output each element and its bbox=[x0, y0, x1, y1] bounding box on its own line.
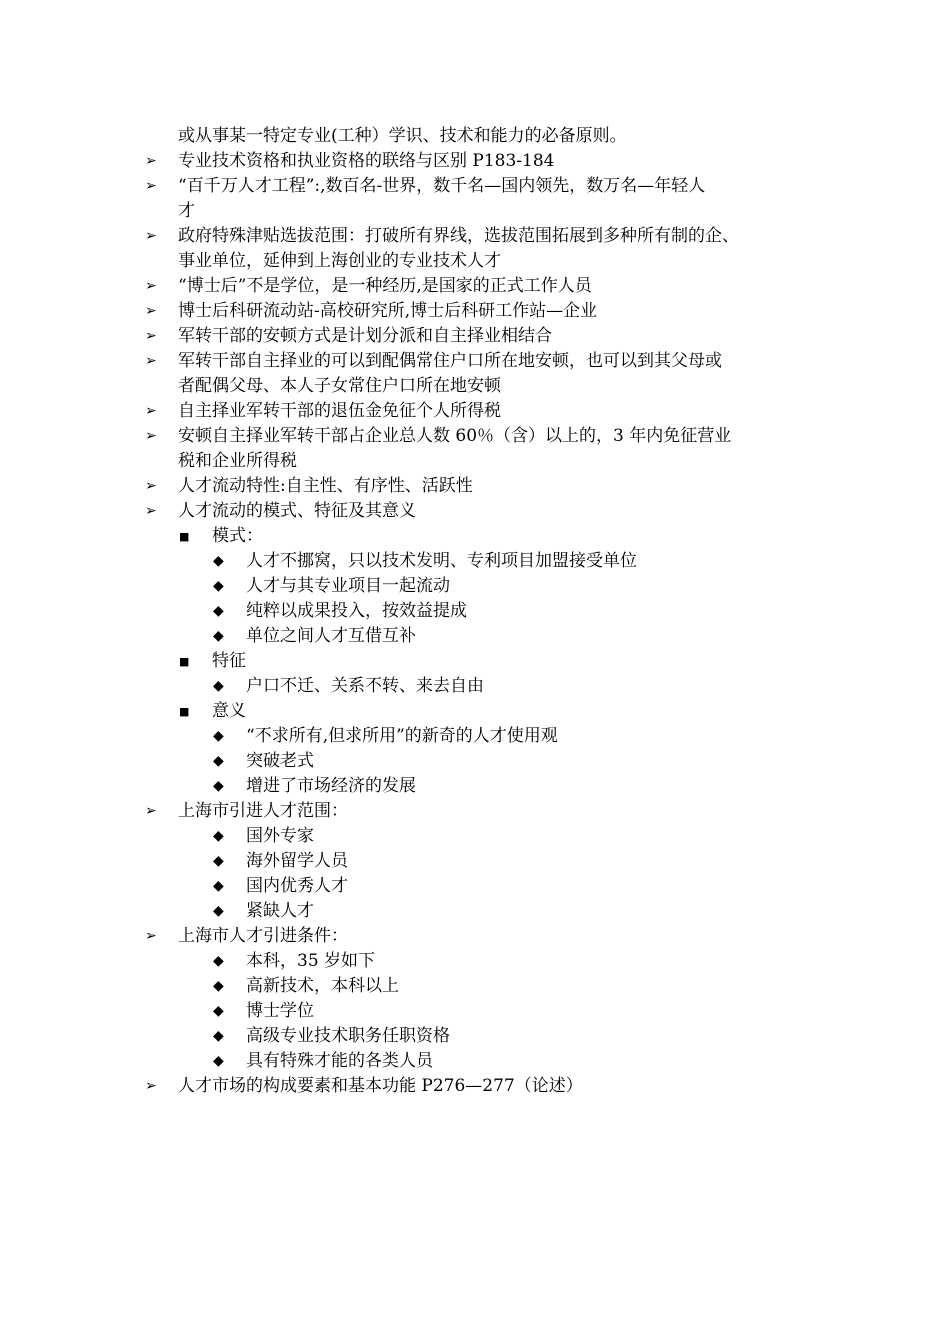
list-item bbox=[145, 799, 825, 824]
diamond-bullet-icon: ◆ bbox=[213, 628, 224, 644]
line-text: 上海市人才引进条件： bbox=[178, 926, 348, 946]
arrow-bullet-icon: ➢ bbox=[145, 153, 157, 169]
line-text: 海外留学人员 bbox=[246, 851, 348, 871]
continuation-line bbox=[145, 249, 825, 274]
diamond-bullet-icon: ◆ bbox=[213, 603, 224, 619]
diamond-bullet-icon: ◆ bbox=[213, 1028, 224, 1044]
sub-sub-list-item bbox=[145, 849, 825, 874]
arrow-bullet-icon: ➢ bbox=[145, 228, 157, 244]
list-item bbox=[145, 499, 825, 524]
line-text: 高新技术，本科以上 bbox=[246, 976, 399, 996]
line-text: 户口不迁、关系不转、来去自由 bbox=[246, 676, 484, 696]
sub-list-item bbox=[145, 699, 825, 724]
line-text: 博士后科研流动站-高校研究所,博士后科研工作站—企业 bbox=[178, 301, 598, 321]
bullet-list bbox=[145, 124, 825, 1099]
diamond-bullet-icon: ◆ bbox=[213, 1003, 224, 1019]
line-text: 本科，35 岁如下 bbox=[246, 951, 376, 971]
sub-sub-list-item bbox=[145, 749, 825, 774]
diamond-bullet-icon: ◆ bbox=[213, 678, 224, 694]
sub-sub-list-item bbox=[145, 874, 825, 899]
list-item bbox=[145, 149, 825, 174]
line-text: 增进了市场经济的发展 bbox=[246, 776, 416, 796]
line-text: 突破老式 bbox=[246, 751, 314, 771]
arrow-bullet-icon: ➢ bbox=[145, 303, 157, 319]
arrow-bullet-icon: ➢ bbox=[145, 328, 157, 344]
line-text: 人才流动的模式、特征及其意义 bbox=[178, 501, 416, 521]
line-text: 国外专家 bbox=[246, 826, 314, 846]
square-bullet-icon: ■ bbox=[179, 530, 190, 543]
diamond-bullet-icon: ◆ bbox=[213, 878, 224, 894]
diamond-bullet-icon: ◆ bbox=[213, 778, 224, 794]
sub-sub-list-item bbox=[145, 949, 825, 974]
line-text: 纯粹以成果投入，按效益提成 bbox=[246, 601, 467, 621]
line-text: 模式： bbox=[212, 526, 263, 546]
continuation-line bbox=[145, 374, 825, 399]
arrow-bullet-icon: ➢ bbox=[145, 478, 157, 494]
arrow-bullet-icon: ➢ bbox=[145, 428, 157, 444]
list-item bbox=[145, 474, 825, 499]
arrow-bullet-icon: ➢ bbox=[145, 178, 157, 194]
sub-sub-list-item bbox=[145, 674, 825, 699]
diamond-bullet-icon: ◆ bbox=[213, 853, 224, 869]
arrow-bullet-icon: ➢ bbox=[145, 403, 157, 419]
continuation-line bbox=[145, 449, 825, 474]
sub-sub-list-item bbox=[145, 549, 825, 574]
square-bullet-icon: ■ bbox=[179, 705, 190, 718]
sub-sub-list-item bbox=[145, 824, 825, 849]
line-text: “不求所有,但求所用”的新奇的人才使用观 bbox=[246, 726, 558, 746]
sub-sub-list-item bbox=[145, 1024, 825, 1049]
sub-sub-list-item bbox=[145, 974, 825, 999]
arrow-bullet-icon: ➢ bbox=[145, 1078, 157, 1094]
line-text: 自主择业军转干部的退伍金免征个人所得税 bbox=[178, 401, 501, 421]
line-text: 人才与其专业项目一起流动 bbox=[246, 576, 450, 596]
diamond-bullet-icon: ◆ bbox=[213, 578, 224, 594]
line-text: 事业单位，延伸到上海创业的专业技术人才 bbox=[178, 251, 501, 271]
sub-sub-list-item bbox=[145, 899, 825, 924]
arrow-bullet-icon: ➢ bbox=[145, 278, 157, 294]
diamond-bullet-icon: ◆ bbox=[213, 903, 224, 919]
line-text: 博士学位 bbox=[246, 1001, 314, 1021]
diamond-bullet-icon: ◆ bbox=[213, 753, 224, 769]
list-item bbox=[145, 324, 825, 349]
square-bullet-icon: ■ bbox=[179, 655, 190, 668]
list-item bbox=[145, 224, 825, 249]
line-text: 特征 bbox=[212, 651, 246, 671]
line-text: 国内优秀人才 bbox=[246, 876, 348, 896]
list-item bbox=[145, 349, 825, 374]
line-text: 上海市引进人才范围： bbox=[178, 801, 348, 821]
line-text: 具有特殊才能的各类人员 bbox=[246, 1051, 433, 1071]
list-item bbox=[145, 424, 825, 449]
sub-sub-list-item bbox=[145, 724, 825, 749]
line-text: 意义 bbox=[212, 701, 246, 721]
line-text: 军转干部自主择业的可以到配偶常住户口所在地安顿，也可以到其父母或 bbox=[178, 351, 722, 371]
line-text: 或从事某一特定专业(工种）学识、技术和能力的必备原则。 bbox=[178, 126, 627, 146]
arrow-bullet-icon: ➢ bbox=[145, 503, 157, 519]
arrow-bullet-icon: ➢ bbox=[145, 928, 157, 944]
diamond-bullet-icon: ◆ bbox=[213, 1053, 224, 1069]
line-text: 专业技术资格和执业资格的联络与区别 P183-184 bbox=[178, 151, 555, 171]
list-item bbox=[145, 174, 825, 199]
line-text: 人才不挪窝，只以技术发明、专利项目加盟接受单位 bbox=[246, 551, 637, 571]
sub-list-item bbox=[145, 649, 825, 674]
line-text: 税和企业所得税 bbox=[178, 451, 297, 471]
sub-sub-list-item bbox=[145, 624, 825, 649]
list-item bbox=[145, 399, 825, 424]
line-text: 者配偶父母、本人子女常住户口所在地安顿 bbox=[178, 376, 501, 396]
sub-sub-list-item bbox=[145, 574, 825, 599]
diamond-bullet-icon: ◆ bbox=[213, 953, 224, 969]
diamond-bullet-icon: ◆ bbox=[213, 978, 224, 994]
continuation-line bbox=[145, 199, 825, 224]
diamond-bullet-icon: ◆ bbox=[213, 553, 224, 569]
line-text: 才 bbox=[178, 201, 195, 221]
sub-list-item bbox=[145, 524, 825, 549]
line-text: 紧缺人才 bbox=[246, 901, 314, 921]
list-item bbox=[145, 274, 825, 299]
line-text: 安顿自主择业军转干部占企业总人数 60％（含）以上的，3 年内免征营业 bbox=[178, 426, 732, 446]
arrow-bullet-icon: ➢ bbox=[145, 353, 157, 369]
sub-sub-list-item bbox=[145, 774, 825, 799]
sub-sub-list-item bbox=[145, 599, 825, 624]
line-text: 单位之间人才互借互补 bbox=[246, 626, 416, 646]
diamond-bullet-icon: ◆ bbox=[213, 828, 224, 844]
list-item bbox=[145, 1074, 825, 1099]
sub-sub-list-item bbox=[145, 1049, 825, 1074]
sub-sub-list-item bbox=[145, 999, 825, 1024]
line-text: 高级专业技术职务任职资格 bbox=[246, 1026, 450, 1046]
line-text: 政府特殊津贴选拔范围：打破所有界线，选拔范围拓展到多种所有制的企、 bbox=[178, 226, 739, 246]
line-text: “博士后”不是学位，是一种经历,是国家的正式工作人员 bbox=[178, 276, 592, 296]
line-text: 人才市场的构成要素和基本功能 P276—277（论述） bbox=[178, 1076, 583, 1096]
arrow-bullet-icon: ➢ bbox=[145, 803, 157, 819]
line-text: 人才流动特性:自主性、有序性、活跃性 bbox=[178, 476, 473, 496]
list-item bbox=[145, 299, 825, 324]
line-text: “百千万人才工程”:,数百名-世界，数千名—国内领先，数万名—年轻人 bbox=[178, 176, 706, 196]
diamond-bullet-icon: ◆ bbox=[213, 728, 224, 744]
list-item bbox=[145, 924, 825, 949]
line-text: 军转干部的安顿方式是计划分派和自主择业相结合 bbox=[178, 326, 552, 346]
continuation-line bbox=[145, 124, 825, 149]
